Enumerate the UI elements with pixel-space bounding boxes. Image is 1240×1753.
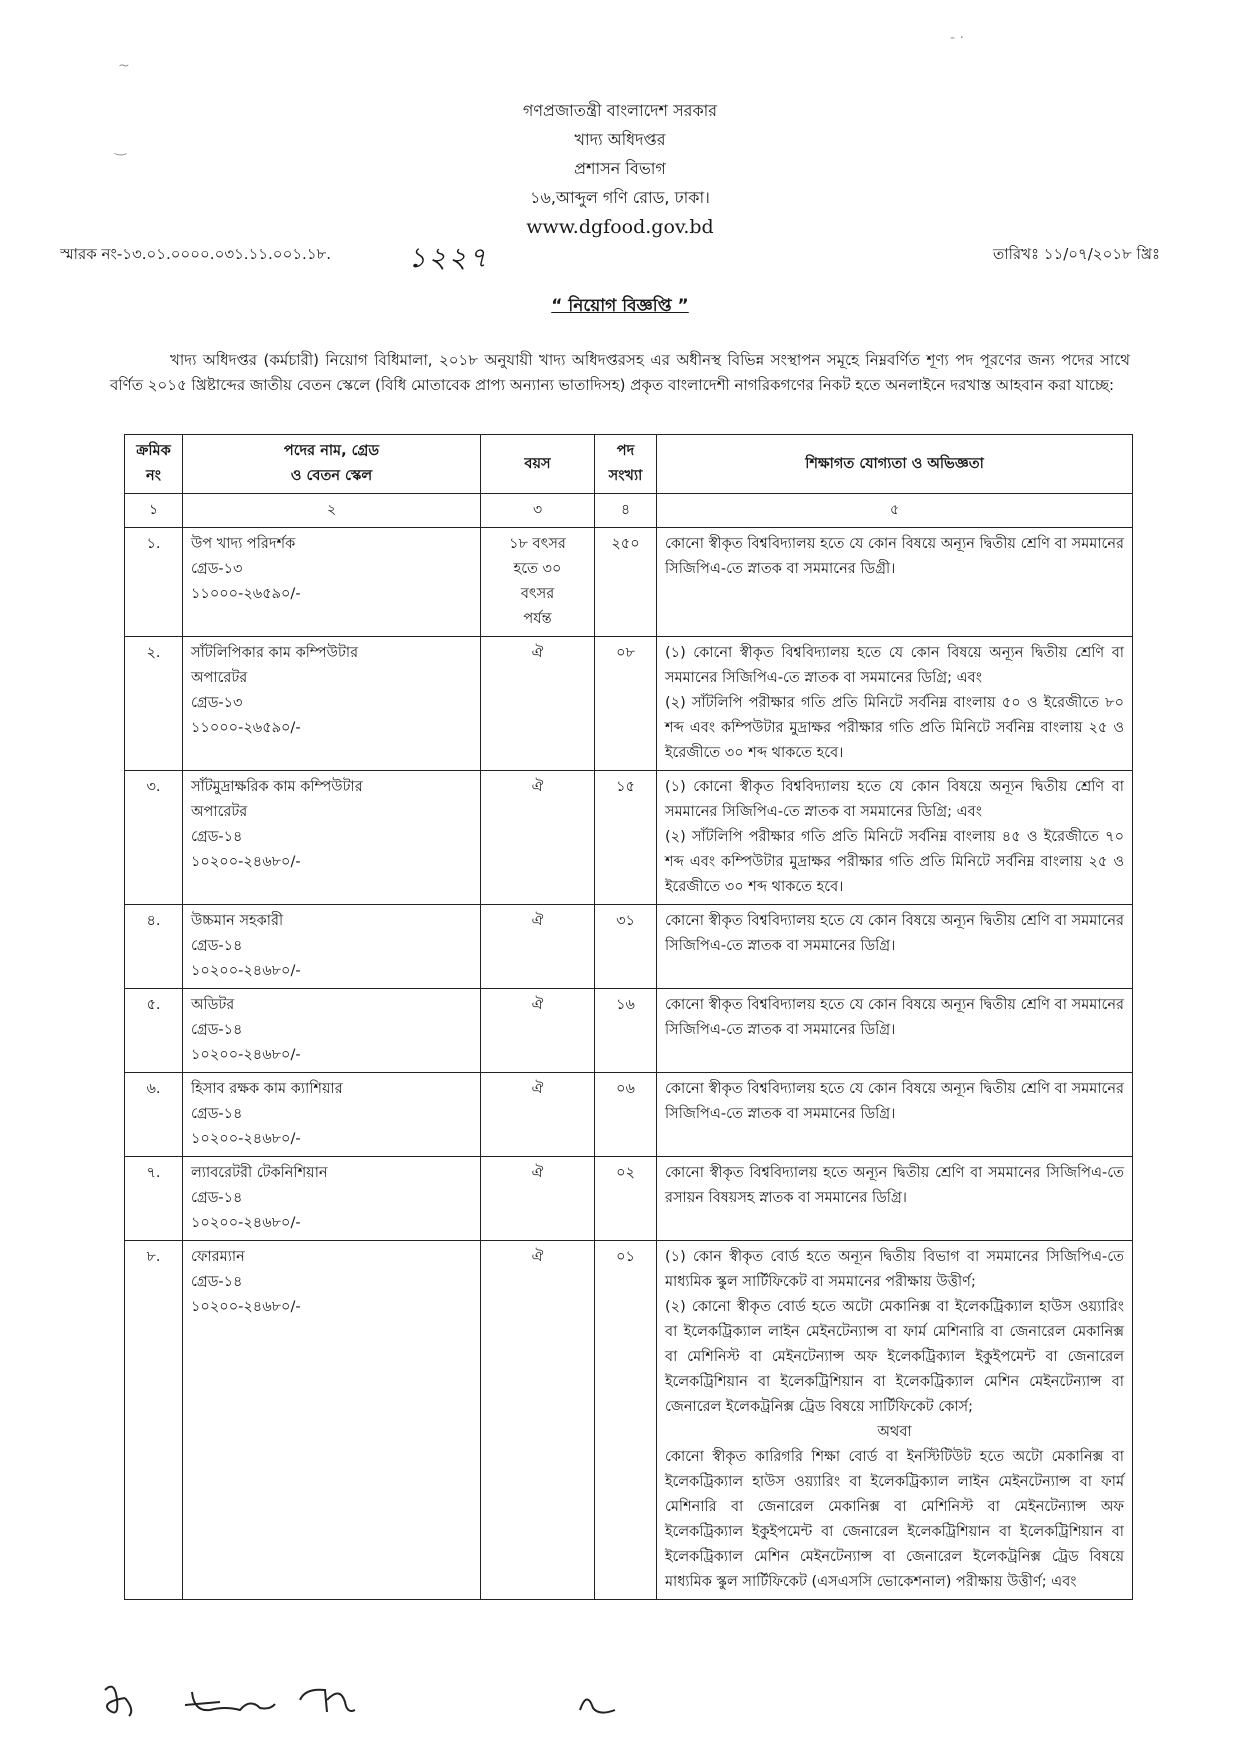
- header-post: [183, 435, 481, 494]
- age-line: ঐ: [531, 997, 544, 1013]
- row-age: [481, 1073, 595, 1157]
- post-line: হিসাব রক্ষক কাম ক্যাশিয়ার: [191, 1081, 343, 1097]
- table-row: [125, 637, 1133, 771]
- qualification-line: (১) কোন স্বীকৃত বোর্ড হতে অন্যূন দ্বিতীয় বিভাগ বা সমমানের সিজিপিএ-তে মাধ্যমিক স্কুল সার্টিফিকেট বা সমমানের পরীক্ষায় উত্তীর্ণ;: [665, 1249, 1124, 1290]
- row-age: [481, 905, 595, 989]
- age-line: ঐ: [531, 1081, 544, 1097]
- header-serial: [125, 435, 183, 494]
- row-qualification: [657, 771, 1133, 905]
- intro-paragraph: খাদ্য অধিদপ্তর (কর্মচারী) নিয়োগ বিধিমালা, ২০১৮ অনুযায়ী খাদ্য অধিদপ্তরসহ এর অধীনস্থ বিভিন্ন সংস্থাপন সমূহে নিম্নবর্ণিত শূণ্য পদ পূরণের জন্য পদের সাথে বর্ণিত ২০১৫ খ্রিষ্টাব্দের জাতীয় বেতন স্কেলে (বিধি মোতাবেক প্রাপ্য অন্যান্য ভাতাদিসহ) প্রকৃত বাংলাদেশী নাগরিকগণের নিকট হতে অনলাইনে দরখাস্ত আহবান করা যাচ্ছে:: [110, 351, 1130, 394]
- post-line: অপারেটর: [191, 804, 248, 820]
- row-age: [481, 771, 595, 905]
- row-post: [183, 989, 481, 1073]
- post-line: অপারেটর: [191, 670, 248, 686]
- row-qualification: [657, 905, 1133, 989]
- row-post: [183, 1241, 481, 1600]
- post-line: ১০২০০-২৪৬৮০/-: [191, 1131, 301, 1147]
- post-line: ১০২০০-২৪৬৮০/-: [191, 1047, 301, 1063]
- post-line: গ্রেড-১৪: [191, 1274, 243, 1290]
- row-serial: ৫.: [125, 989, 183, 1073]
- age-line: ঐ: [531, 1165, 544, 1181]
- post-line: সাঁটমুদ্রাক্ষরিক কাম কম্পিউটার: [191, 779, 363, 795]
- row-serial: ৭.: [125, 1157, 183, 1241]
- qualification-line: কোনো স্বীকৃত বিশ্ববিদ্যালয় হতে যে কোন বিষয়ে অন্যূন দ্বিতীয় শ্রেণি বা সমমানের সিজিপিএ-তে স্নাতক বা সমমানের ডিগ্রি।: [665, 1081, 1124, 1122]
- column-number: ৪: [595, 494, 657, 528]
- post-line: ১১০০০-২৬৫৯০/-: [191, 586, 301, 602]
- or-separator: অথবা: [877, 1424, 912, 1440]
- qualification-line: (১) কোনো স্বীকৃত বিশ্ববিদ্যালয় হতে যে কোন বিষয়ে অন্যূন দ্বিতীয় শ্রেণি বা সমমানের সিজিপিএ-তে স্নাতক বা সমমানের ডিগ্রি; এবং: [665, 779, 1124, 820]
- row-count: ০১: [595, 1241, 657, 1600]
- qualification-line: কোনো স্বীকৃত বিশ্ববিদ্যালয় হতে যে কোন বিষয়ে অন্যূন দ্বিতীয় শ্রেণি বা সমমানের সিজিপিএ-তে স্নাতক বা সমমানের ডিগ্রি।: [665, 997, 1124, 1038]
- row-age: [481, 637, 595, 771]
- row-count: ০৬: [595, 1073, 657, 1157]
- row-post: [183, 1157, 481, 1241]
- qualification-line: (২) সাঁটলিপি পরীক্ষার গতি প্রতি মিনিটে সর্বনিম্ন বাংলায় ৫০ ও ইরেজীতে ৮০ শব্দ এবং কম্পিউটার মুদ্রাক্ষর পরীক্ষার গতি প্রতি মিনিটে সর্বনিম্ন বাংলায় ২৫ ও ইরেজীতে ৩০ শব্দ থাকতে হবে।: [665, 695, 1124, 761]
- post-line: ১০২০০-২৪৬৮০/-: [191, 1215, 301, 1231]
- website-link[interactable]: www.dgfood.gov.bd: [526, 216, 714, 238]
- row-serial: ১.: [125, 528, 183, 637]
- row-count: ৩১: [595, 905, 657, 989]
- age-line: হতে ৩০: [513, 561, 562, 577]
- age-line: ঐ: [531, 645, 544, 661]
- table-header-row: [125, 435, 1133, 494]
- row-serial: ২.: [125, 637, 183, 771]
- row-serial: ৪.: [125, 905, 183, 989]
- age-line: ঐ: [531, 1249, 544, 1265]
- row-qualification: [657, 1157, 1133, 1241]
- row-qualification: [657, 1241, 1133, 1600]
- row-qualification: [657, 637, 1133, 771]
- post-line: গ্রেড-১৪: [191, 829, 243, 845]
- table-row: [125, 905, 1133, 989]
- column-number: ৫: [657, 494, 1133, 528]
- office-address: ১৬,আব্দুল গণি রোড, ঢাকা।: [530, 188, 710, 207]
- table-row: [125, 989, 1133, 1073]
- column-number: ৩: [481, 494, 595, 528]
- row-count: ১৬: [595, 989, 657, 1073]
- age-line: ঐ: [531, 913, 544, 929]
- letterhead: [0, 98, 1240, 243]
- post-line: ফোরম্যান: [191, 1249, 245, 1265]
- vacancy-table: [124, 434, 1133, 1600]
- signature-mark-4: [575, 1680, 625, 1720]
- scan-speck: - ·: [950, 30, 964, 46]
- table-row: [125, 771, 1133, 905]
- post-line: সাঁটলিপিকার কাম কম্পিউটার: [191, 645, 359, 661]
- column-number-row: [125, 494, 1133, 528]
- post-line: ল্যাবরেটরী টেকনিশিয়ান: [191, 1165, 328, 1181]
- post-line: ১০২০০-২৪৬৮০/-: [191, 854, 301, 870]
- header-serial-line: নং: [146, 468, 161, 484]
- signature-mark-3: [295, 1680, 385, 1720]
- header-post-line: ও বেতন স্কেল: [290, 468, 373, 484]
- column-number: ২: [183, 494, 481, 528]
- row-count: ১৫: [595, 771, 657, 905]
- post-line: ১০২০০-২৪৬৮০/-: [191, 963, 301, 979]
- directorate-name: খাদ্য অধিদপ্তর: [574, 130, 666, 149]
- qualification-line: কোনো স্বীকৃত বিশ্ববিদ্যালয় হতে অন্যূন দ্বিতীয় শ্রেণি বা সমমানের সিজিপিএ-তে রসায়ন বিষয়সহ স্নাতক বা সমমানের ডিগ্রি।: [665, 1165, 1124, 1206]
- memo-handwritten-number: ১২২৭: [408, 241, 489, 274]
- vacancy-rows: [125, 528, 1133, 1600]
- age-line: বৎসর: [520, 586, 555, 602]
- header-serial-line: ক্রমিক: [136, 443, 171, 459]
- age-line: ১৮ বৎসর: [509, 536, 566, 552]
- qualification-line: (২) কোনো স্বীকৃত বোর্ড হতে অটো মেকানিক্স বা ইলেকট্রিক্যাল হাউস ওয়্যারিং বা ইলেকট্রিক্যাল লাইন মেইনটেন্যান্স বা ফার্ম মেশিনারি বা জেনারেল মেকানিক্স বা মেশিনিস্ট বা মেইনটেন্যান্স অফ ইলেকট্রিক্যাল ইকুইপমেন্ট বা জেনারেল ইলেকট্রিশিয়ান বা ইলেকট্রিশিয়ান বা ইলেকট্রিক্যাল মেশিন মেইনটেন্যান্স বা জেনারেল ইলেকট্রনিক্স ট্রেড বিষয়ে সার্টিফিকেট কোর্স;: [665, 1299, 1124, 1415]
- column-number: ১: [125, 494, 183, 528]
- row-serial: ৩.: [125, 771, 183, 905]
- qualification-line: কোনো স্বীকৃত কারিগরি শিক্ষা বোর্ড বা ইনস্টিটিউট হতে অটো মেকানিক্স বা ইলেকট্রিক্যাল হাউস ওয়্যারিং বা ইলেকট্রিক্যাল লাইন মেইনটেন্যান্স বা ফার্ম মেশিনারি বা জেনারেল মেকানিক্স বা মেশিনিস্ট বা মেইনটেন্যান্স অফ ইলেকট্রিক্যাল ইকুইপমেন্ট বা জেনারেল ইলেকট্রিশিয়ান বা ইলেকট্রিশিয়ান বা ইলেকট্রিক্যাল মেশিন মেইনটেন্যান্স বা জেনারেল ইলেকট্রনিক্স ট্রেড বিষয়ে মাধ্যমিক স্কুল সার্টিফিকেট (এসএসসি ভোকেশনাল) পরীক্ষায় উত্তীর্ণ; এবং: [665, 1449, 1124, 1590]
- row-post: [183, 905, 481, 989]
- header-qualification: শিক্ষাগত যোগ্যতা ও অভিজ্ঞতা: [657, 435, 1133, 494]
- notice-title: “ নিয়োগ বিজ্ঞপ্তি ”: [551, 296, 689, 316]
- post-line: গ্রেড-১৩: [191, 695, 243, 711]
- row-post: [183, 637, 481, 771]
- row-qualification: [657, 989, 1133, 1073]
- post-line: উপ খাদ্য পরিদর্শক: [191, 536, 296, 552]
- qualification-line: (১) কোনো স্বীকৃত বিশ্ববিদ্যালয় হতে যে কোন বিষয়ে অন্যূন দ্বিতীয় শ্রেণি বা সমমানের সিজিপিএ-তে স্নাতক বা সমমানের ডিগ্রি; এবং: [665, 645, 1124, 686]
- table-row: [125, 1157, 1133, 1241]
- age-line: পর্যন্ত: [523, 611, 552, 627]
- row-count: ২৫০: [595, 528, 657, 637]
- memo-date: তারিখঃ ১১/০৭/২০১৮ খ্রিঃ: [992, 245, 1160, 263]
- government-name: গণপ্রজাতন্ত্রী বাংলাদেশ সরকার: [522, 101, 718, 120]
- row-serial: ৮.: [125, 1241, 183, 1600]
- row-count: ০৮: [595, 637, 657, 771]
- row-age: [481, 528, 595, 637]
- post-line: গ্রেড-১৪: [191, 1190, 243, 1206]
- header-count-line: পদ: [616, 443, 635, 459]
- row-qualification: [657, 528, 1133, 637]
- qualification-line: কোনো স্বীকৃত বিশ্ববিদ্যালয় হতে যে কোন বিষয়ে অন্যূন দ্বিতীয় শ্রেণি বা সমমানের সিজিপিএ-তে স্নাতক বা সমমানের ডিগ্রি।: [665, 913, 1124, 954]
- post-line: গ্রেড-১৪: [191, 1022, 243, 1038]
- table-row: [125, 1241, 1133, 1600]
- post-line: ১০২০০-২৪৬৮০/-: [191, 1299, 301, 1315]
- post-line: গ্রেড-১৪: [191, 938, 243, 954]
- scan-speck: ~: [118, 58, 130, 74]
- header-count-line: সংখ্যা: [608, 468, 643, 484]
- header-age: বয়স: [481, 435, 595, 494]
- table-row: [125, 528, 1133, 637]
- qualification-line: (২) সাঁটলিপি পরীক্ষার গতি প্রতি মিনিটে সর্বনিম্ন বাংলায় ৪৫ ও ইরেজীতে ৭০ শব্দ এবং কম্পিউটার মুদ্রাক্ষর পরীক্ষার গতি প্রতি মিনিটে সর্বনিম্ন বাংলায় ২৫ ও ইরেজীতে ৩০ শব্দ থাকতে হবে।: [665, 829, 1124, 895]
- header-count: [595, 435, 657, 494]
- age-line: ঐ: [531, 779, 544, 795]
- row-post: [183, 1073, 481, 1157]
- row-post: [183, 528, 481, 637]
- row-age: [481, 1157, 595, 1241]
- signature-mark-2: [180, 1680, 300, 1720]
- memo-reference: স্মারক নং-১৩.০১.০০০০.০৩১.১১.০০১.১৮.: [60, 245, 332, 263]
- row-count: ০২: [595, 1157, 657, 1241]
- row-serial: ৬.: [125, 1073, 183, 1157]
- row-qualification: [657, 1073, 1133, 1157]
- scan-speck: ‿: [115, 140, 127, 156]
- row-age: [481, 1241, 595, 1600]
- post-line: গ্রেড-১৪: [191, 1106, 243, 1122]
- qualification-line: কোনো স্বীকৃত বিশ্ববিদ্যালয় হতে যে কোন বিষয়ে অন্যূন দ্বিতীয় শ্রেণি বা সমমানের সিজিপিএ-তে স্নাতক বা সমমানের ডিগ্রী।: [665, 536, 1124, 577]
- header-post-line: পদের নাম, গ্রেড: [283, 443, 380, 459]
- post-line: উচ্চমান সহকারী: [191, 913, 284, 929]
- post-line: অডিটর: [191, 997, 235, 1013]
- row-post: [183, 771, 481, 905]
- table-row: [125, 1073, 1133, 1157]
- division-name: প্রশাসন বিভাগ: [574, 159, 666, 178]
- post-line: গ্রেড-১৩: [191, 561, 243, 577]
- post-line: ১১০০০-২৬৫৯০/-: [191, 720, 301, 736]
- row-age: [481, 989, 595, 1073]
